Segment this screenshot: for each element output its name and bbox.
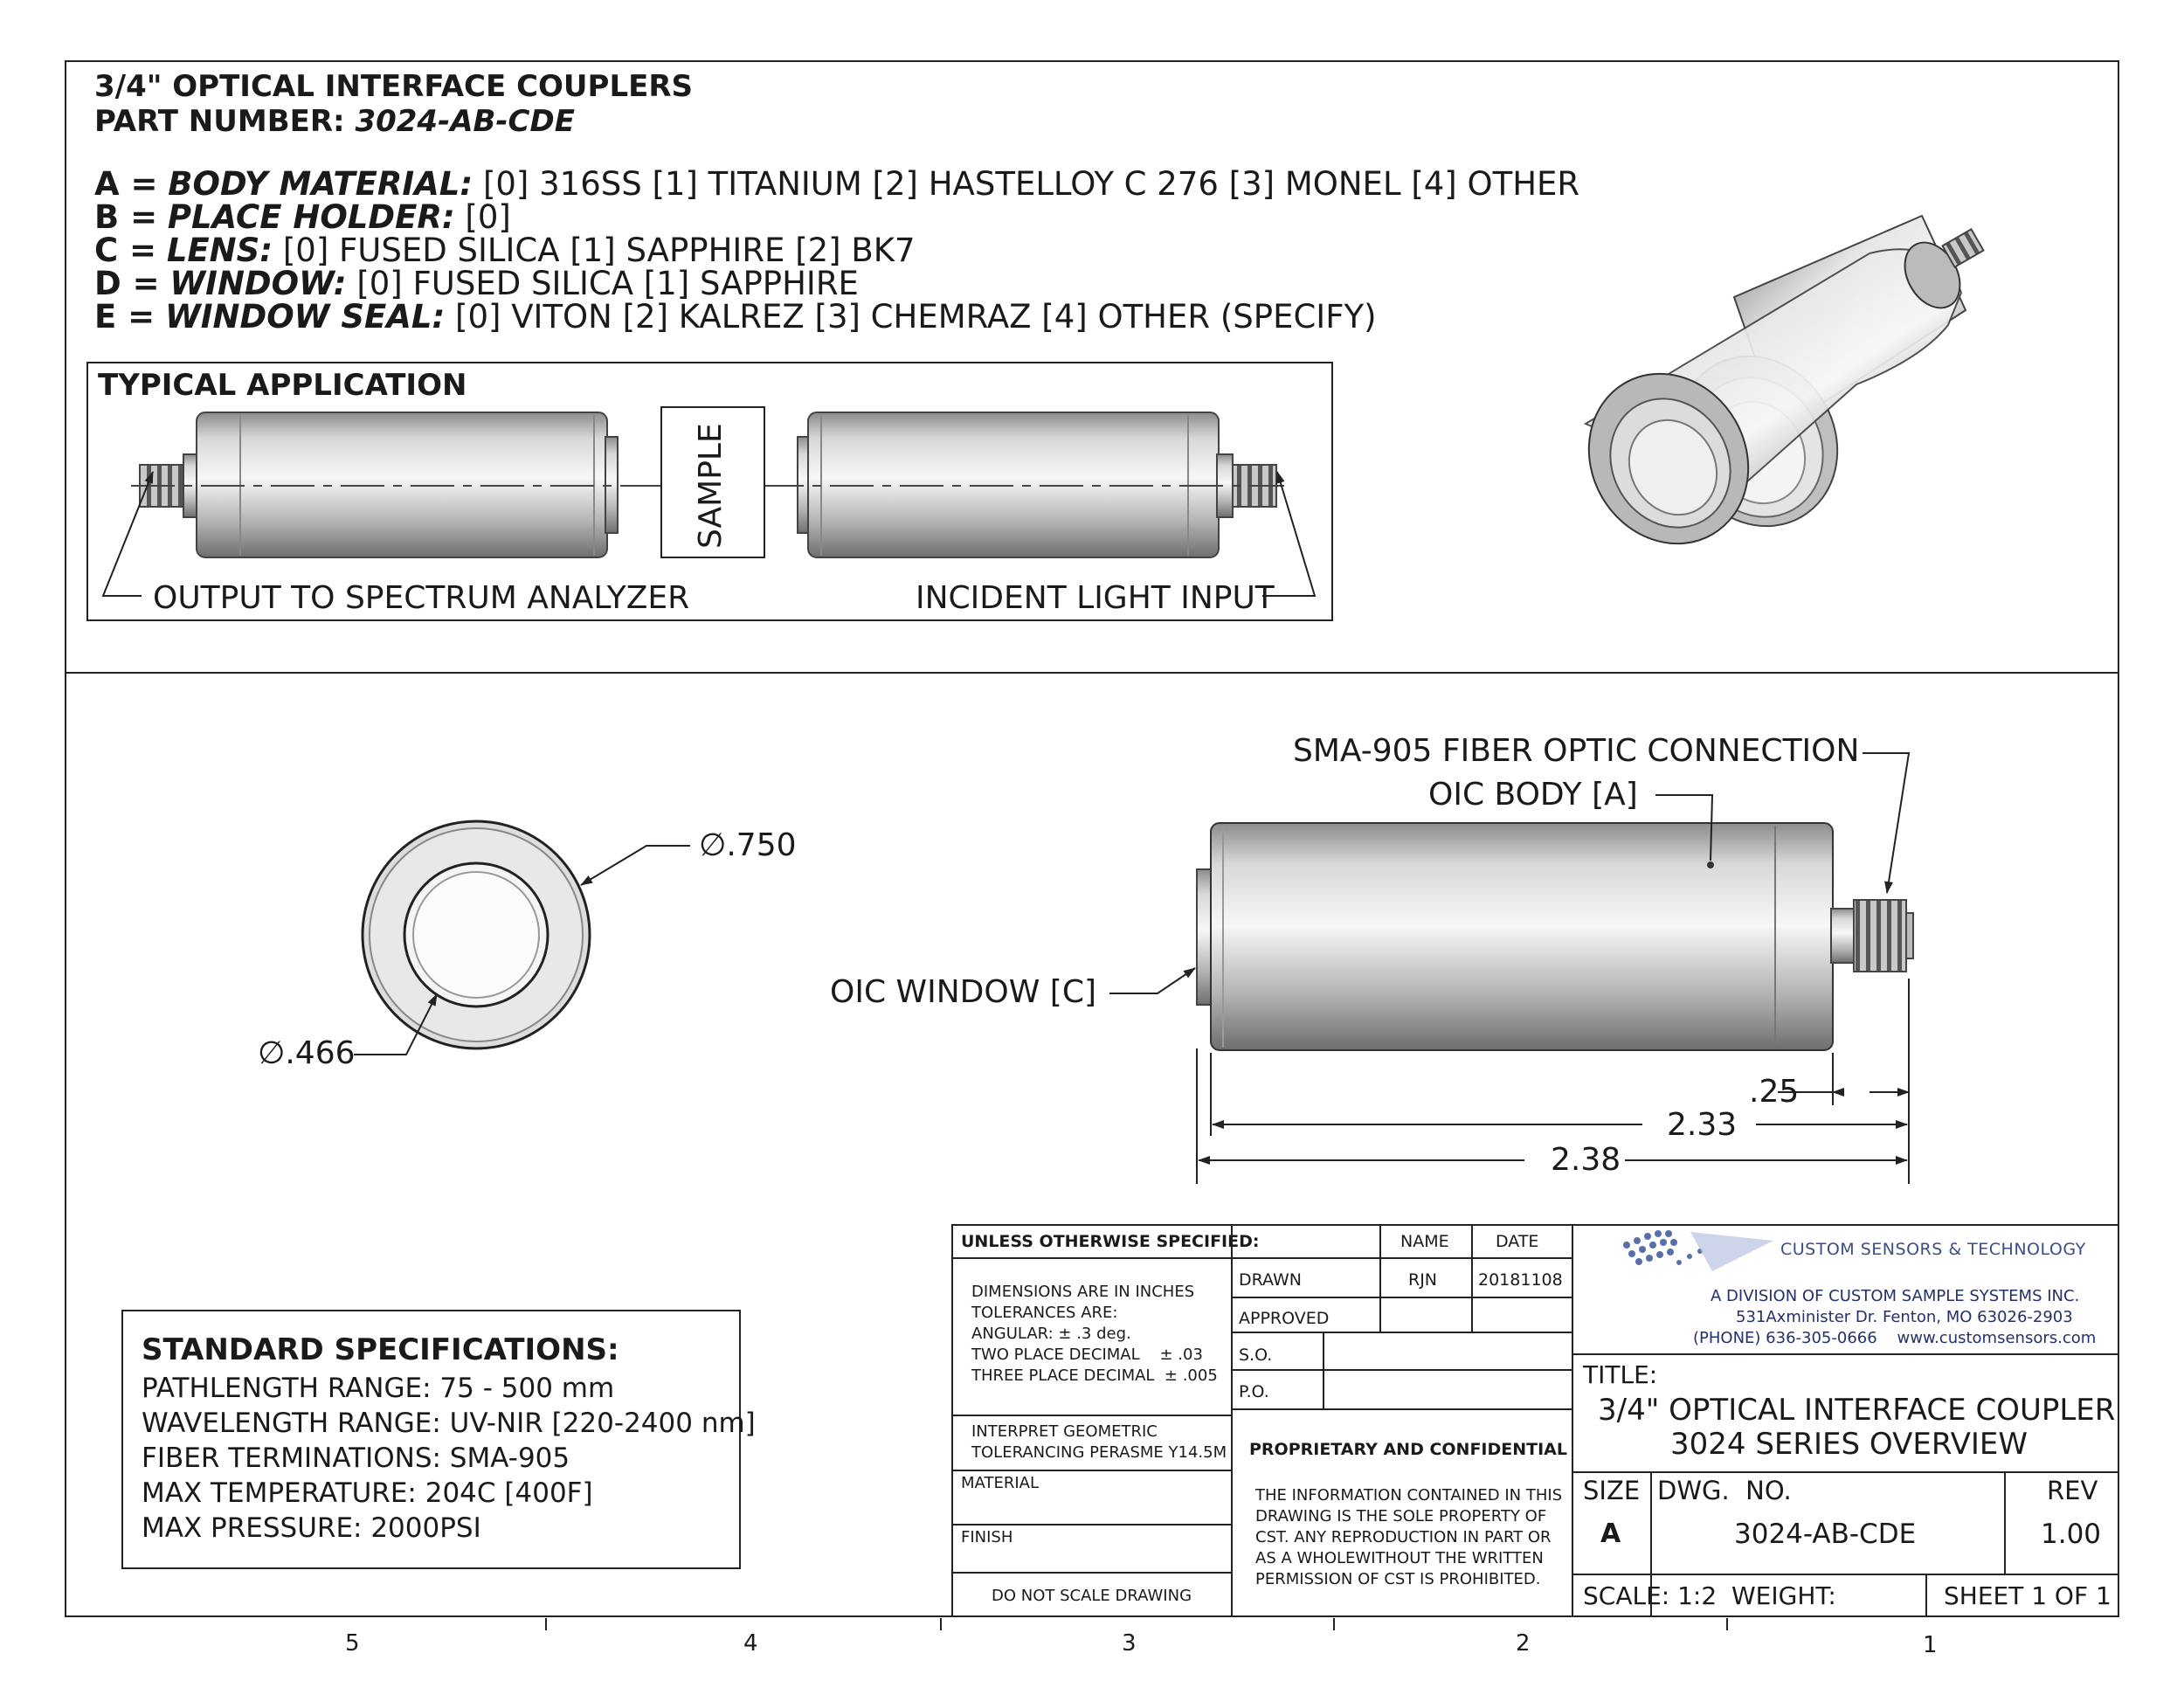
sheet-label: SHEET 1 OF 1 [1944, 1581, 2111, 1610]
company-address: 531Axminister Dr. Fenton, MO 63026-2903 [1736, 1308, 2073, 1326]
dimension-238: 2.38 [1551, 1142, 1621, 1178]
drawn-date: 20181108 [1478, 1270, 1563, 1290]
tolerance-line: TOLERANCES ARE: [971, 1304, 1118, 1322]
drawn-label: DRAWN [1239, 1270, 1303, 1290]
spec-line: MAX PRESSURE: 2000PSI [142, 1512, 481, 1544]
tolerance-line: ANGULAR: ± .3 deg. [971, 1325, 1131, 1343]
company-phone: (PHONE) 636-305-0666 www.customsensors.com [1693, 1329, 2097, 1347]
iso-coupler [1559, 216, 1984, 573]
tolerance-line: DIMENSIONS ARE IN INCHES [971, 1283, 1195, 1301]
code-row-a: A = BODY MATERIAL: [0] 316SS [1] TITANIUM [2] HASTELLOY C 276 [3] MONEL [4] OTHER [94, 165, 1580, 203]
input-label: INCIDENT LIGHT INPUT [916, 580, 1275, 616]
drawn-name: RJN [1408, 1270, 1438, 1290]
part-number: 3024-AB-CDE [355, 104, 575, 139]
title-label: TITLE: [1583, 1360, 1658, 1389]
approved-label: APPROVED [1239, 1309, 1330, 1328]
output-label: OUTPUT TO SPECTRUM ANALYZER [153, 580, 690, 616]
po-label: P.O. [1239, 1382, 1269, 1401]
sample-label: SAMPLE [693, 423, 729, 549]
size-label: SIZE [1583, 1476, 1641, 1505]
logo-mark [1623, 1230, 1773, 1271]
proprietary-line: THE INFORMATION CONTAINED IN THIS [1255, 1486, 1563, 1505]
page-title: 3/4" OPTICAL INTERFACE COUPLERS [94, 69, 694, 104]
dwg-no-label: DWG. NO. [1657, 1476, 1792, 1505]
spec-line: FIBER TERMINATIONS: SMA-905 [142, 1442, 570, 1474]
scale-label: SCALE: 1:2 [1583, 1581, 1717, 1610]
proprietary-line: CST. ANY REPRODUCTION IN PART OR [1255, 1528, 1552, 1546]
side-view [1197, 823, 1913, 1050]
sma-connection-label: SMA-905 FIBER OPTIC CONNECTION [1293, 733, 1860, 769]
proprietary-line: DRAWING IS THE SOLE PROPERTY OF [1255, 1507, 1547, 1525]
oic-window-label: OIC WINDOW [C] [830, 974, 1096, 1010]
zone-number: 1 [1923, 1632, 1938, 1658]
outer-diameter-label: ∅.750 [699, 827, 797, 863]
zone-number: 5 [345, 1630, 360, 1657]
company-name: CUSTOM SENSORS & TECHNOLOGY [1780, 1240, 2086, 1259]
so-label: S.O. [1239, 1346, 1273, 1365]
zone-number: 4 [743, 1630, 758, 1657]
zone-number: 3 [1122, 1630, 1137, 1657]
size-value: A [1600, 1519, 1621, 1549]
code-row-b: B = PLACE HOLDER: [0] [94, 198, 511, 236]
specs-title: STANDARD SPECIFICATIONS: [142, 1332, 619, 1367]
part-number-label: PART NUMBER: [94, 104, 345, 139]
end-view [363, 821, 590, 1048]
code-row-d: D = WINDOW: [0] FUSED SILICA [1] SAPPHIRE [94, 265, 859, 302]
dwg-no: 3024-AB-CDE [1734, 1519, 1917, 1550]
tolerance-line: THREE PLACE DECIMAL ± .005 [971, 1366, 1218, 1385]
typical-application-title: TYPICAL APPLICATION [98, 368, 467, 403]
drawing-title-line1: 3/4" OPTICAL INTERFACE COUPLER [1598, 1393, 2116, 1428]
dimension-233: 2.33 [1667, 1107, 1738, 1143]
zone-number: 2 [1516, 1630, 1531, 1657]
oic-body-label: OIC BODY [A] [1428, 777, 1638, 813]
spec-line: MAX TEMPERATURE: 204C [400F] [142, 1477, 593, 1509]
name-header: NAME [1400, 1232, 1449, 1251]
weight-label: WEIGHT: [1731, 1581, 1836, 1610]
tolerance-line: TWO PLACE DECIMAL ± .03 [971, 1346, 1203, 1364]
code-row-e: E = WINDOW SEAL: [0] VITON [2] KALREZ [3] CHEMRAZ [4] OTHER (SPECIFY) [94, 298, 1377, 336]
company-division: A DIVISION OF CUSTOM SAMPLE SYSTEMS INC. [1711, 1287, 2080, 1305]
part-number-row [94, 104, 575, 139]
proprietary-line: AS A WHOLEWITHOUT THE WRITTEN [1255, 1549, 1544, 1567]
finish-label: FINISH [961, 1528, 1013, 1546]
inner-diameter-label: ∅.466 [258, 1035, 356, 1071]
do-not-scale: DO NOT SCALE DRAWING [992, 1587, 1192, 1605]
spec-line: PATHLENGTH RANGE: 75 - 500 mm [142, 1373, 615, 1404]
rev-label: REV [2047, 1476, 2098, 1505]
interpret-line: TOLERANCING PERASME Y14.5M [971, 1443, 1227, 1462]
drawing-title-line2: 3024 SERIES OVERVIEW [1670, 1427, 2028, 1462]
code-row-c: C = LENS: [0] FUSED SILICA [1] SAPPHIRE [2] BK7 [94, 232, 916, 269]
unless-specified: UNLESS OTHERWISE SPECIFIED: [961, 1232, 1260, 1251]
spec-line: WAVELENGTH RANGE: UV-NIR [220-2400 nm] [142, 1408, 756, 1439]
proprietary-title: PROPRIETARY AND CONFIDENTIAL [1249, 1440, 1567, 1459]
interpret-line: INTERPRET GEOMETRIC [971, 1422, 1158, 1441]
date-header: DATE [1496, 1232, 1539, 1251]
dimension-025: .25 [1749, 1074, 1800, 1110]
proprietary-line: PERMISSION OF CST IS PROHIBITED. [1255, 1570, 1541, 1588]
rev-value: 1.00 [2041, 1519, 2102, 1550]
material-label: MATERIAL [961, 1474, 1039, 1492]
